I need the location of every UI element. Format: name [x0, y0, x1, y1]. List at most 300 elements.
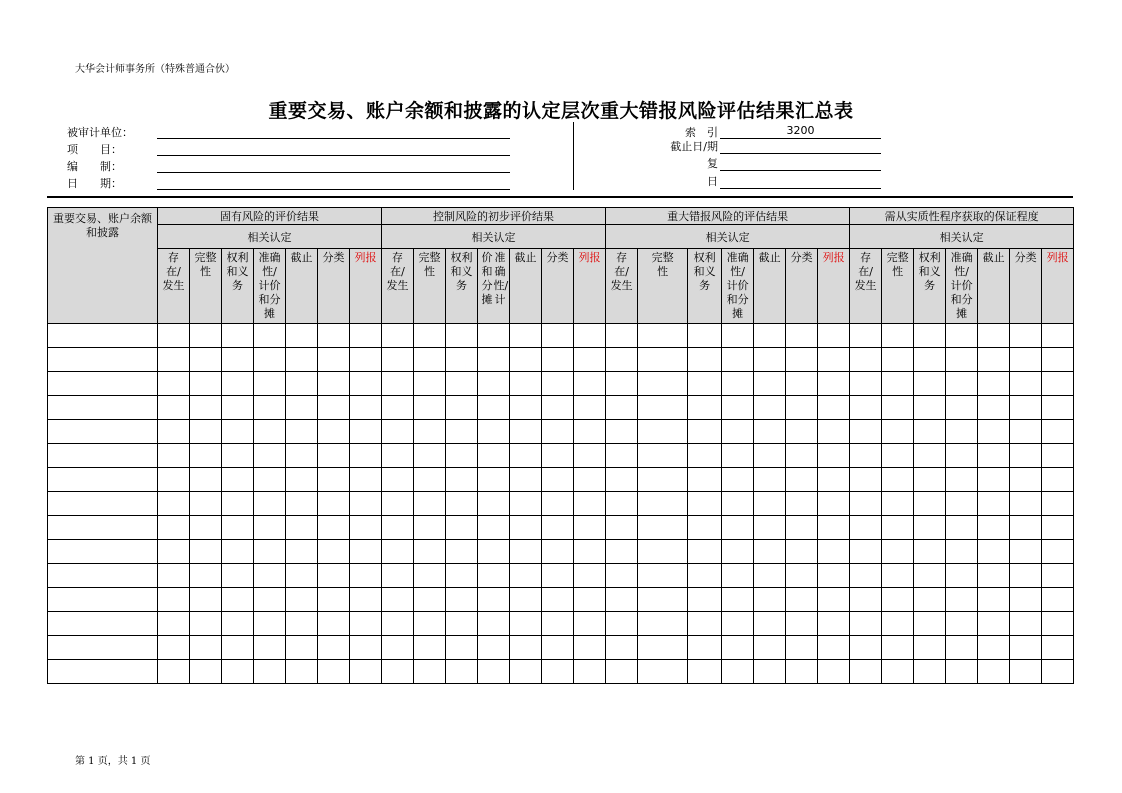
- assessment-cell[interactable]: [510, 660, 542, 684]
- assessment-cell[interactable]: [688, 588, 722, 612]
- assessment-cell[interactable]: [574, 636, 606, 660]
- assessment-cell[interactable]: [638, 324, 688, 348]
- index-value[interactable]: 3200: [786, 124, 815, 137]
- assessment-cell[interactable]: [1042, 516, 1074, 540]
- assessment-cell[interactable]: [542, 372, 574, 396]
- assessment-cell[interactable]: [882, 444, 914, 468]
- assessment-cell[interactable]: [638, 372, 688, 396]
- assessment-cell[interactable]: [158, 348, 190, 372]
- assessment-cell[interactable]: [478, 516, 510, 540]
- assessment-cell[interactable]: [382, 492, 414, 516]
- assessment-cell[interactable]: [446, 396, 478, 420]
- assessment-cell[interactable]: [190, 636, 222, 660]
- assessment-cell[interactable]: [786, 348, 818, 372]
- assessment-cell[interactable]: [318, 468, 350, 492]
- assessment-cell[interactable]: [1042, 420, 1074, 444]
- assessment-cell[interactable]: [722, 420, 754, 444]
- assessment-cell[interactable]: [158, 420, 190, 444]
- assessment-cell[interactable]: [382, 468, 414, 492]
- assessment-cell[interactable]: [190, 564, 222, 588]
- assessment-cell[interactable]: [318, 588, 350, 612]
- assessment-cell[interactable]: [754, 396, 786, 420]
- assessment-cell[interactable]: [478, 612, 510, 636]
- assessment-cell[interactable]: [190, 660, 222, 684]
- assessment-cell[interactable]: [786, 444, 818, 468]
- assessment-cell[interactable]: [382, 588, 414, 612]
- assessment-cell[interactable]: [978, 324, 1010, 348]
- assessment-cell[interactable]: [606, 660, 638, 684]
- assessment-cell[interactable]: [510, 516, 542, 540]
- date-field[interactable]: [157, 189, 510, 190]
- assessment-cell[interactable]: [818, 540, 850, 564]
- assessment-cell[interactable]: [286, 540, 318, 564]
- assessment-cell[interactable]: [1042, 588, 1074, 612]
- assessment-cell[interactable]: [382, 372, 414, 396]
- assessment-cell[interactable]: [158, 540, 190, 564]
- assessment-cell[interactable]: [414, 540, 446, 564]
- row-item-cell[interactable]: [48, 612, 158, 636]
- assessment-cell[interactable]: [818, 588, 850, 612]
- assessment-cell[interactable]: [1010, 540, 1042, 564]
- assessment-cell[interactable]: [882, 324, 914, 348]
- assessment-cell[interactable]: [638, 612, 688, 636]
- assessment-cell[interactable]: [1010, 324, 1042, 348]
- assessment-cell[interactable]: [1042, 564, 1074, 588]
- assessment-cell[interactable]: [350, 660, 382, 684]
- assessment-cell[interactable]: [414, 588, 446, 612]
- assessment-cell[interactable]: [914, 660, 946, 684]
- row-item-cell[interactable]: [48, 588, 158, 612]
- assessment-cell[interactable]: [350, 588, 382, 612]
- assessment-cell[interactable]: [606, 516, 638, 540]
- assessment-cell[interactable]: [478, 588, 510, 612]
- assessment-cell[interactable]: [850, 324, 882, 348]
- assessment-cell[interactable]: [978, 444, 1010, 468]
- auditee-field[interactable]: [157, 138, 510, 139]
- assessment-cell[interactable]: [158, 396, 190, 420]
- assessment-cell[interactable]: [254, 348, 286, 372]
- assessment-cell[interactable]: [786, 324, 818, 348]
- row-item-cell[interactable]: [48, 492, 158, 516]
- assessment-cell[interactable]: [606, 372, 638, 396]
- assessment-cell[interactable]: [722, 372, 754, 396]
- assessment-cell[interactable]: [914, 372, 946, 396]
- assessment-cell[interactable]: [542, 564, 574, 588]
- assessment-cell[interactable]: [478, 396, 510, 420]
- assessment-cell[interactable]: [382, 396, 414, 420]
- assessment-cell[interactable]: [158, 636, 190, 660]
- assessment-cell[interactable]: [638, 396, 688, 420]
- assessment-cell[interactable]: [574, 564, 606, 588]
- assessment-cell[interactable]: [286, 372, 318, 396]
- assessment-cell[interactable]: [946, 396, 978, 420]
- assessment-cell[interactable]: [786, 468, 818, 492]
- assessment-cell[interactable]: [382, 324, 414, 348]
- assessment-cell[interactable]: [946, 468, 978, 492]
- assessment-cell[interactable]: [382, 516, 414, 540]
- assessment-cell[interactable]: [754, 492, 786, 516]
- assessment-cell[interactable]: [818, 612, 850, 636]
- assessment-cell[interactable]: [978, 588, 1010, 612]
- assessment-cell[interactable]: [510, 420, 542, 444]
- assessment-cell[interactable]: [978, 612, 1010, 636]
- assessment-cell[interactable]: [382, 612, 414, 636]
- assessment-cell[interactable]: [158, 444, 190, 468]
- assessment-cell[interactable]: [158, 660, 190, 684]
- assessment-cell[interactable]: [882, 372, 914, 396]
- assessment-cell[interactable]: [350, 612, 382, 636]
- assessment-cell[interactable]: [318, 396, 350, 420]
- assessment-cell[interactable]: [446, 540, 478, 564]
- assessment-cell[interactable]: [510, 396, 542, 420]
- assessment-cell[interactable]: [1010, 372, 1042, 396]
- assessment-cell[interactable]: [946, 420, 978, 444]
- assessment-cell[interactable]: [286, 396, 318, 420]
- assessment-cell[interactable]: [914, 492, 946, 516]
- assessment-cell[interactable]: [254, 444, 286, 468]
- assessment-cell[interactable]: [574, 660, 606, 684]
- assessment-cell[interactable]: [818, 396, 850, 420]
- assessment-cell[interactable]: [606, 636, 638, 660]
- assessment-cell[interactable]: [190, 612, 222, 636]
- assessment-cell[interactable]: [510, 348, 542, 372]
- assessment-cell[interactable]: [446, 420, 478, 444]
- assessment-cell[interactable]: [254, 372, 286, 396]
- assessment-cell[interactable]: [850, 612, 882, 636]
- assessment-cell[interactable]: [222, 588, 254, 612]
- assessment-cell[interactable]: [254, 396, 286, 420]
- assessment-cell[interactable]: [946, 612, 978, 636]
- assessment-cell[interactable]: [254, 492, 286, 516]
- assessment-cell[interactable]: [882, 420, 914, 444]
- assessment-cell[interactable]: [542, 444, 574, 468]
- assessment-cell[interactable]: [446, 492, 478, 516]
- assessment-cell[interactable]: [818, 564, 850, 588]
- assessment-cell[interactable]: [606, 348, 638, 372]
- assessment-cell[interactable]: [1042, 468, 1074, 492]
- assessment-cell[interactable]: [606, 540, 638, 564]
- assessment-cell[interactable]: [254, 564, 286, 588]
- assessment-cell[interactable]: [446, 468, 478, 492]
- assessment-cell[interactable]: [350, 444, 382, 468]
- assessment-cell[interactable]: [818, 420, 850, 444]
- assessment-cell[interactable]: [350, 372, 382, 396]
- assessment-cell[interactable]: [446, 324, 478, 348]
- row-item-cell[interactable]: [48, 324, 158, 348]
- assessment-cell[interactable]: [606, 396, 638, 420]
- assessment-cell[interactable]: [786, 372, 818, 396]
- assessment-cell[interactable]: [688, 492, 722, 516]
- assessment-cell[interactable]: [606, 492, 638, 516]
- assessment-cell[interactable]: [158, 492, 190, 516]
- assessment-cell[interactable]: [478, 468, 510, 492]
- assessment-cell[interactable]: [688, 444, 722, 468]
- assessment-cell[interactable]: [190, 372, 222, 396]
- assessment-cell[interactable]: [254, 516, 286, 540]
- row-item-cell[interactable]: [48, 540, 158, 564]
- assessment-cell[interactable]: [190, 324, 222, 348]
- assessment-cell[interactable]: [446, 588, 478, 612]
- assessment-cell[interactable]: [850, 660, 882, 684]
- assessment-cell[interactable]: [786, 540, 818, 564]
- assessment-cell[interactable]: [722, 444, 754, 468]
- assessment-cell[interactable]: [574, 348, 606, 372]
- assessment-cell[interactable]: [446, 564, 478, 588]
- assessment-cell[interactable]: [1042, 348, 1074, 372]
- assessment-cell[interactable]: [688, 324, 722, 348]
- assessment-cell[interactable]: [222, 468, 254, 492]
- assessment-cell[interactable]: [688, 660, 722, 684]
- assessment-cell[interactable]: [478, 660, 510, 684]
- assessment-cell[interactable]: [688, 348, 722, 372]
- assessment-cell[interactable]: [574, 396, 606, 420]
- assessment-cell[interactable]: [542, 612, 574, 636]
- assessment-cell[interactable]: [414, 612, 446, 636]
- assessment-cell[interactable]: [222, 612, 254, 636]
- assessment-cell[interactable]: [542, 540, 574, 564]
- assessment-cell[interactable]: [350, 636, 382, 660]
- assessment-cell[interactable]: [688, 396, 722, 420]
- assessment-cell[interactable]: [882, 540, 914, 564]
- assessment-cell[interactable]: [158, 372, 190, 396]
- assessment-cell[interactable]: [350, 324, 382, 348]
- assessment-cell[interactable]: [286, 516, 318, 540]
- assessment-cell[interactable]: [478, 324, 510, 348]
- assessment-cell[interactable]: [882, 492, 914, 516]
- assessment-cell[interactable]: [478, 348, 510, 372]
- assessment-cell[interactable]: [350, 396, 382, 420]
- assessment-cell[interactable]: [722, 516, 754, 540]
- assessment-cell[interactable]: [722, 636, 754, 660]
- row-item-cell[interactable]: [48, 372, 158, 396]
- assessment-cell[interactable]: [318, 348, 350, 372]
- assessment-cell[interactable]: [222, 660, 254, 684]
- assessment-cell[interactable]: [574, 492, 606, 516]
- assessment-cell[interactable]: [190, 468, 222, 492]
- assessment-cell[interactable]: [286, 444, 318, 468]
- assessment-cell[interactable]: [978, 468, 1010, 492]
- assessment-cell[interactable]: [722, 564, 754, 588]
- assessment-cell[interactable]: [574, 324, 606, 348]
- assessment-cell[interactable]: [318, 636, 350, 660]
- assessment-cell[interactable]: [882, 636, 914, 660]
- assessment-cell[interactable]: [606, 420, 638, 444]
- assessment-cell[interactable]: [318, 420, 350, 444]
- assessment-cell[interactable]: [818, 324, 850, 348]
- assessment-cell[interactable]: [722, 540, 754, 564]
- assessment-cell[interactable]: [1042, 324, 1074, 348]
- assessment-cell[interactable]: [978, 540, 1010, 564]
- assessment-cell[interactable]: [254, 588, 286, 612]
- assessment-cell[interactable]: [1010, 516, 1042, 540]
- assessment-cell[interactable]: [786, 516, 818, 540]
- assessment-cell[interactable]: [446, 348, 478, 372]
- assessment-cell[interactable]: [722, 660, 754, 684]
- assessment-cell[interactable]: [850, 636, 882, 660]
- assessment-cell[interactable]: [286, 564, 318, 588]
- assessment-cell[interactable]: [978, 660, 1010, 684]
- assessment-cell[interactable]: [914, 420, 946, 444]
- assessment-cell[interactable]: [510, 324, 542, 348]
- assessment-cell[interactable]: [638, 492, 688, 516]
- assessment-cell[interactable]: [786, 396, 818, 420]
- assessment-cell[interactable]: [606, 324, 638, 348]
- assessment-cell[interactable]: [414, 516, 446, 540]
- assessment-cell[interactable]: [850, 468, 882, 492]
- assessment-cell[interactable]: [286, 468, 318, 492]
- assessment-cell[interactable]: [978, 372, 1010, 396]
- assessment-cell[interactable]: [318, 444, 350, 468]
- assessment-cell[interactable]: [254, 660, 286, 684]
- assessment-cell[interactable]: [818, 492, 850, 516]
- assessment-cell[interactable]: [414, 468, 446, 492]
- assessment-cell[interactable]: [946, 588, 978, 612]
- assessment-cell[interactable]: [786, 636, 818, 660]
- assessment-cell[interactable]: [382, 540, 414, 564]
- assessment-cell[interactable]: [1010, 612, 1042, 636]
- assessment-cell[interactable]: [446, 444, 478, 468]
- assessment-cell[interactable]: [542, 588, 574, 612]
- assessment-cell[interactable]: [786, 612, 818, 636]
- assessment-cell[interactable]: [754, 612, 786, 636]
- review-date-field[interactable]: [720, 188, 881, 189]
- assessment-cell[interactable]: [446, 660, 478, 684]
- assessment-cell[interactable]: [318, 564, 350, 588]
- assessment-cell[interactable]: [754, 324, 786, 348]
- row-item-cell[interactable]: [48, 468, 158, 492]
- assessment-cell[interactable]: [574, 612, 606, 636]
- assessment-cell[interactable]: [222, 492, 254, 516]
- assessment-cell[interactable]: [882, 348, 914, 372]
- assessment-cell[interactable]: [688, 564, 722, 588]
- assessment-cell[interactable]: [978, 636, 1010, 660]
- assessment-cell[interactable]: [914, 468, 946, 492]
- assessment-cell[interactable]: [882, 396, 914, 420]
- assessment-cell[interactable]: [688, 420, 722, 444]
- assessment-cell[interactable]: [850, 444, 882, 468]
- assessment-cell[interactable]: [638, 540, 688, 564]
- assessment-cell[interactable]: [542, 516, 574, 540]
- assessment-cell[interactable]: [414, 372, 446, 396]
- assessment-cell[interactable]: [638, 564, 688, 588]
- assessment-cell[interactable]: [254, 540, 286, 564]
- assessment-cell[interactable]: [158, 516, 190, 540]
- assessment-cell[interactable]: [414, 420, 446, 444]
- assessment-cell[interactable]: [350, 564, 382, 588]
- assessment-cell[interactable]: [414, 444, 446, 468]
- assessment-cell[interactable]: [382, 564, 414, 588]
- assessment-cell[interactable]: [414, 348, 446, 372]
- assessment-cell[interactable]: [882, 516, 914, 540]
- assessment-cell[interactable]: [638, 660, 688, 684]
- assessment-cell[interactable]: [318, 612, 350, 636]
- assessment-cell[interactable]: [850, 420, 882, 444]
- assessment-cell[interactable]: [158, 468, 190, 492]
- assessment-cell[interactable]: [222, 396, 254, 420]
- assessment-cell[interactable]: [786, 660, 818, 684]
- row-item-cell[interactable]: [48, 444, 158, 468]
- row-item-cell[interactable]: [48, 420, 158, 444]
- assessment-cell[interactable]: [478, 372, 510, 396]
- assessment-cell[interactable]: [222, 444, 254, 468]
- assessment-cell[interactable]: [286, 324, 318, 348]
- assessment-cell[interactable]: [1042, 540, 1074, 564]
- assessment-cell[interactable]: [254, 636, 286, 660]
- assessment-cell[interactable]: [786, 492, 818, 516]
- assessment-cell[interactable]: [446, 636, 478, 660]
- assessment-cell[interactable]: [1010, 492, 1042, 516]
- assessment-cell[interactable]: [1042, 636, 1074, 660]
- assessment-cell[interactable]: [688, 516, 722, 540]
- project-field[interactable]: [157, 155, 510, 156]
- assessment-cell[interactable]: [574, 540, 606, 564]
- assessment-cell[interactable]: [382, 636, 414, 660]
- assessment-cell[interactable]: [222, 636, 254, 660]
- assessment-cell[interactable]: [914, 588, 946, 612]
- assessment-cell[interactable]: [978, 396, 1010, 420]
- assessment-cell[interactable]: [510, 540, 542, 564]
- assessment-cell[interactable]: [688, 612, 722, 636]
- assessment-cell[interactable]: [638, 588, 688, 612]
- assessment-cell[interactable]: [722, 492, 754, 516]
- assessment-cell[interactable]: [478, 420, 510, 444]
- assessment-cell[interactable]: [318, 660, 350, 684]
- assessment-cell[interactable]: [818, 660, 850, 684]
- assessment-cell[interactable]: [914, 396, 946, 420]
- assessment-cell[interactable]: [1010, 588, 1042, 612]
- assessment-cell[interactable]: [638, 468, 688, 492]
- assessment-cell[interactable]: [688, 636, 722, 660]
- assessment-cell[interactable]: [1042, 396, 1074, 420]
- assessment-cell[interactable]: [1010, 396, 1042, 420]
- assessment-cell[interactable]: [350, 468, 382, 492]
- assessment-cell[interactable]: [350, 540, 382, 564]
- assessment-cell[interactable]: [190, 420, 222, 444]
- assessment-cell[interactable]: [946, 540, 978, 564]
- assessment-cell[interactable]: [688, 468, 722, 492]
- assessment-cell[interactable]: [882, 660, 914, 684]
- assessment-cell[interactable]: [510, 612, 542, 636]
- assessment-cell[interactable]: [786, 588, 818, 612]
- assessment-cell[interactable]: [850, 348, 882, 372]
- assessment-cell[interactable]: [190, 396, 222, 420]
- assessment-cell[interactable]: [914, 540, 946, 564]
- assessment-cell[interactable]: [286, 588, 318, 612]
- assessment-cell[interactable]: [318, 540, 350, 564]
- assessment-cell[interactable]: [158, 564, 190, 588]
- assessment-cell[interactable]: [478, 492, 510, 516]
- assessment-cell[interactable]: [850, 516, 882, 540]
- assessment-cell[interactable]: [754, 540, 786, 564]
- assessment-cell[interactable]: [254, 612, 286, 636]
- assessment-cell[interactable]: [382, 444, 414, 468]
- assessment-cell[interactable]: [510, 564, 542, 588]
- assessment-cell[interactable]: [946, 348, 978, 372]
- assessment-cell[interactable]: [542, 348, 574, 372]
- assessment-cell[interactable]: [446, 372, 478, 396]
- assessment-cell[interactable]: [510, 636, 542, 660]
- assessment-cell[interactable]: [574, 468, 606, 492]
- assessment-cell[interactable]: [222, 372, 254, 396]
- assessment-cell[interactable]: [222, 348, 254, 372]
- assessment-cell[interactable]: [786, 564, 818, 588]
- assessment-cell[interactable]: [1042, 660, 1074, 684]
- assessment-cell[interactable]: [914, 348, 946, 372]
- assessment-cell[interactable]: [414, 396, 446, 420]
- assessment-cell[interactable]: [190, 540, 222, 564]
- assessment-cell[interactable]: [478, 636, 510, 660]
- row-item-cell[interactable]: [48, 396, 158, 420]
